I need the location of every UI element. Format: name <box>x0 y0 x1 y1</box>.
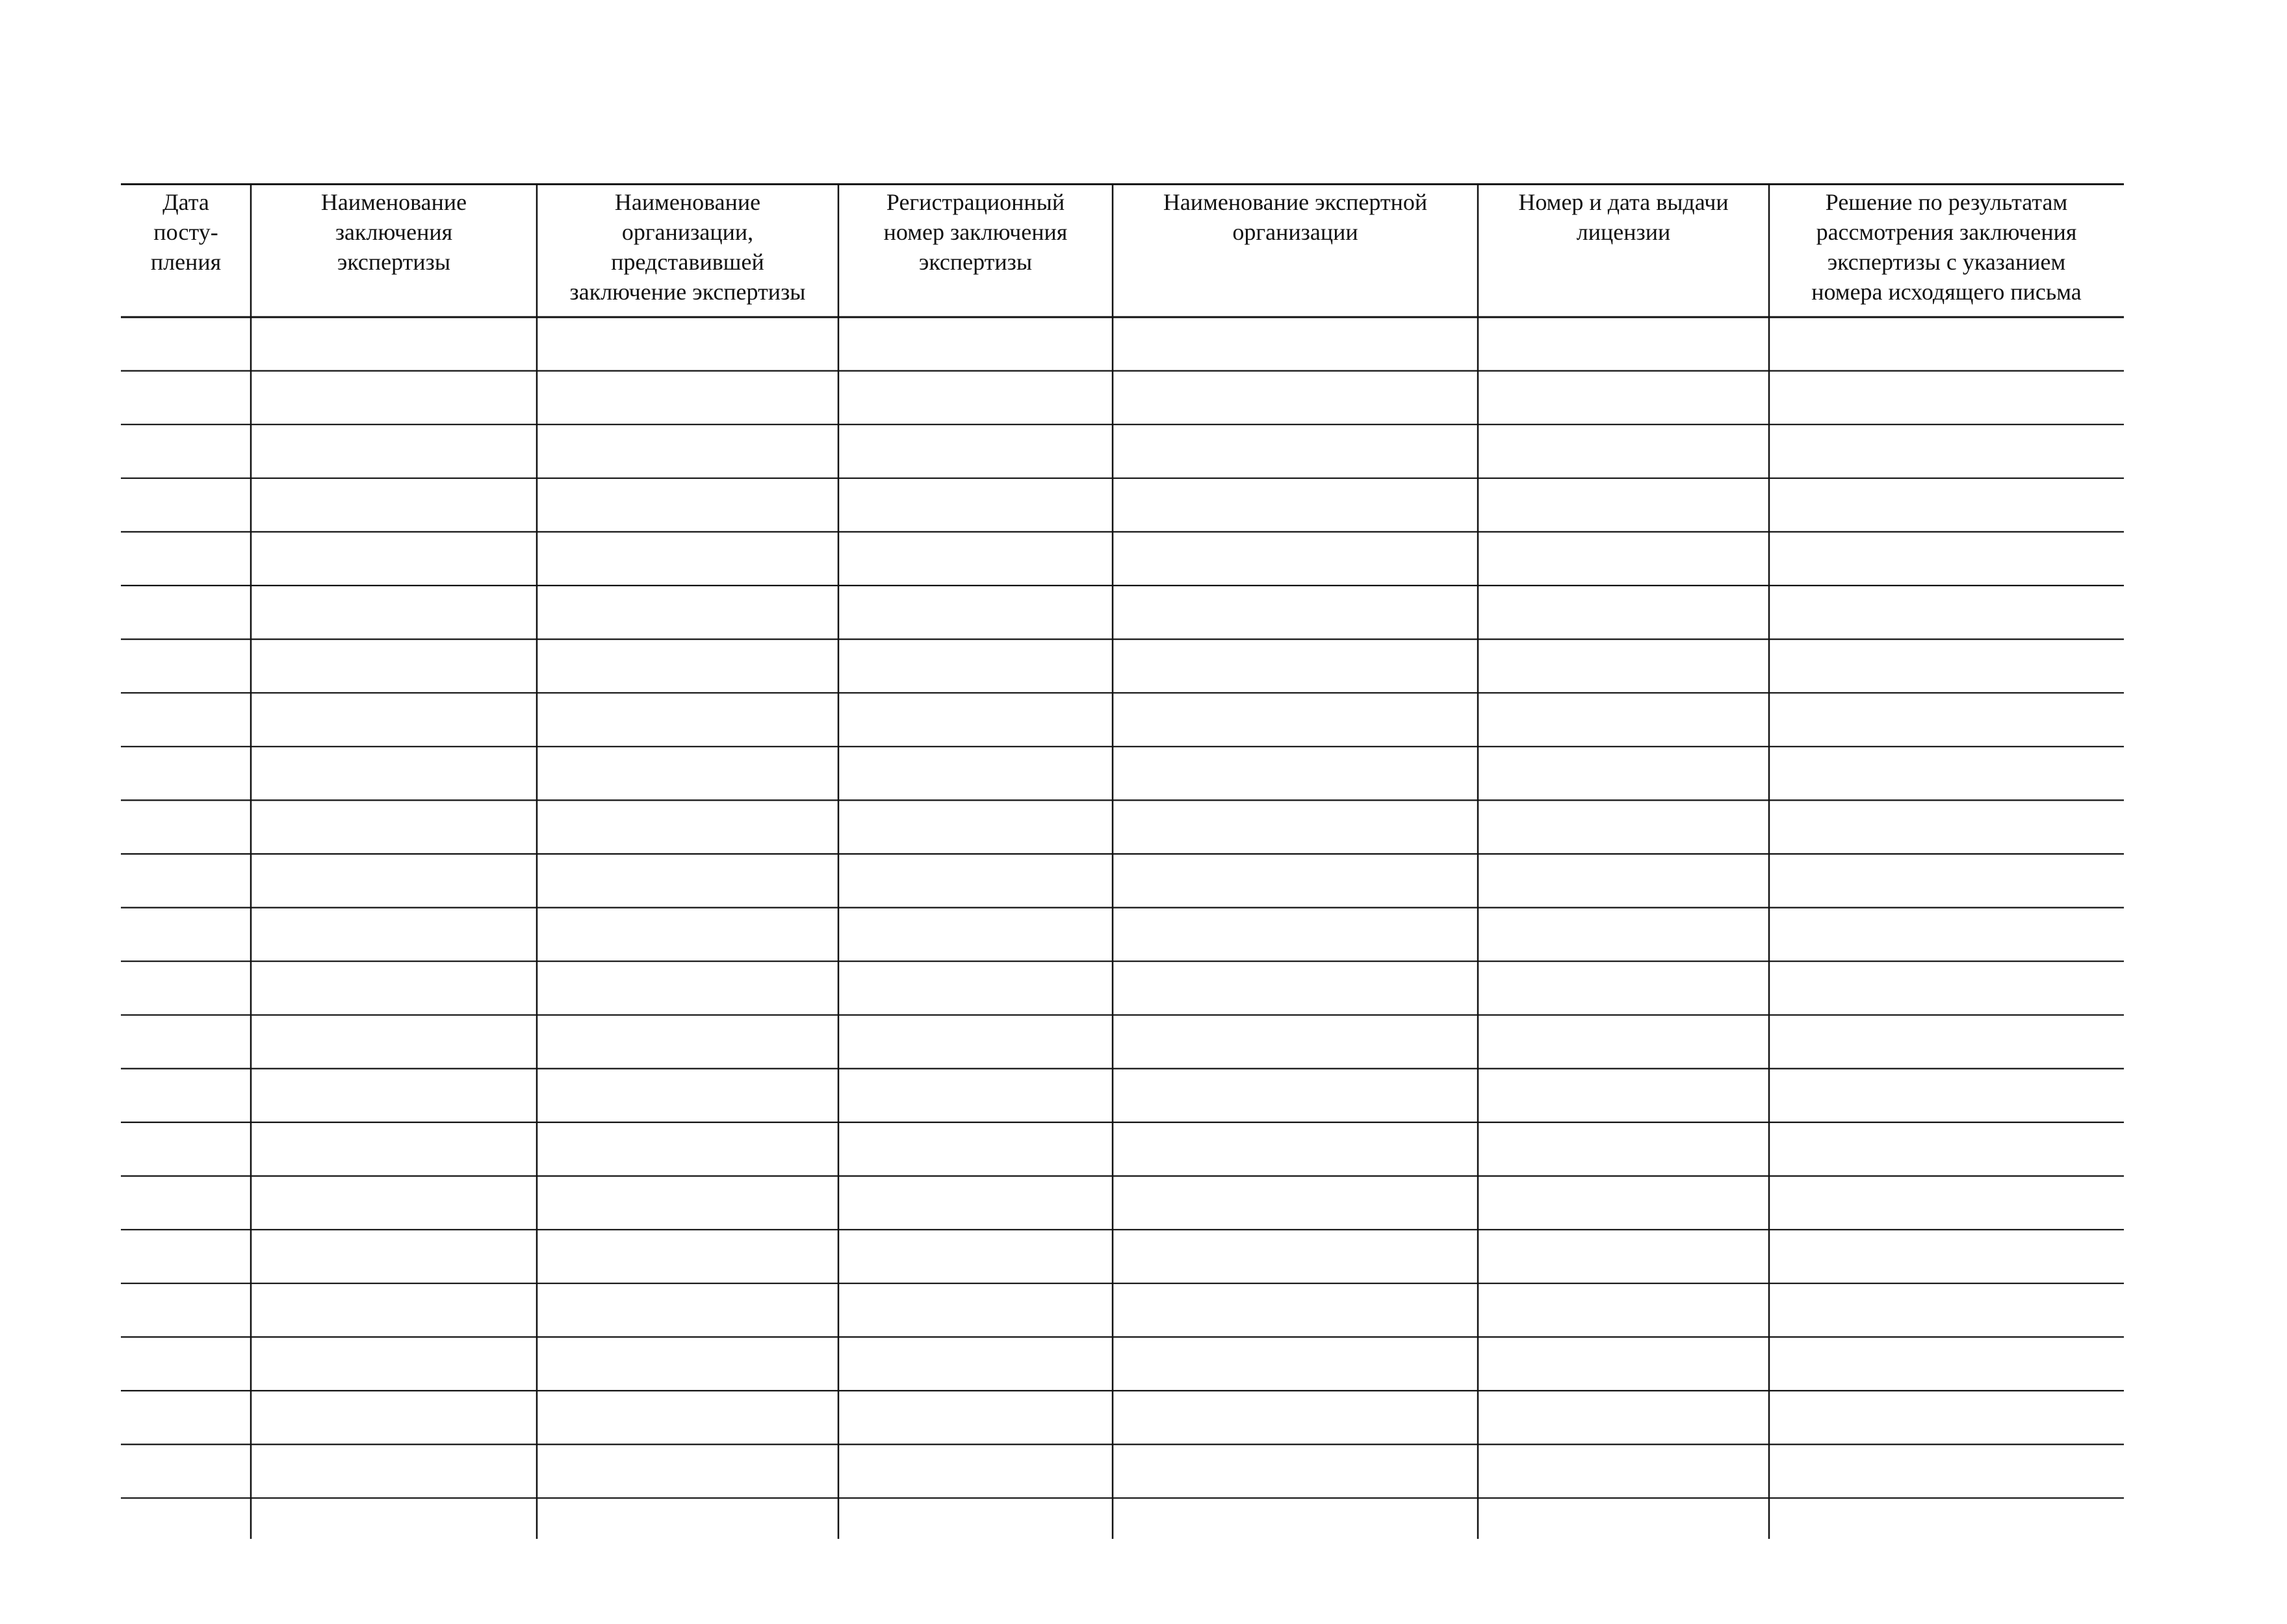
registration-ledger-table <box>121 183 2124 1539</box>
column-header-submitting-organization: Наименование организации, представившей заключение экспертизы <box>569 189 806 305</box>
column-header-expert-organization: Наименование экспертной организации <box>1163 189 1428 245</box>
column-header-date: Дата посту- пления <box>150 189 222 275</box>
column-header-license: Номер и дата выдачи лицензии <box>1518 189 1729 245</box>
table-grid <box>121 183 2124 1539</box>
column-header-registration-number: Регистрационный номер заключения экспертизы <box>883 189 1068 275</box>
column-header-conclusion-name: Наименование заключения экспертизы <box>320 189 467 275</box>
column-header-decision: Решение по результатам рассмотрения заключения экспертизы с указанием номера исходящего письма <box>1811 189 2082 305</box>
